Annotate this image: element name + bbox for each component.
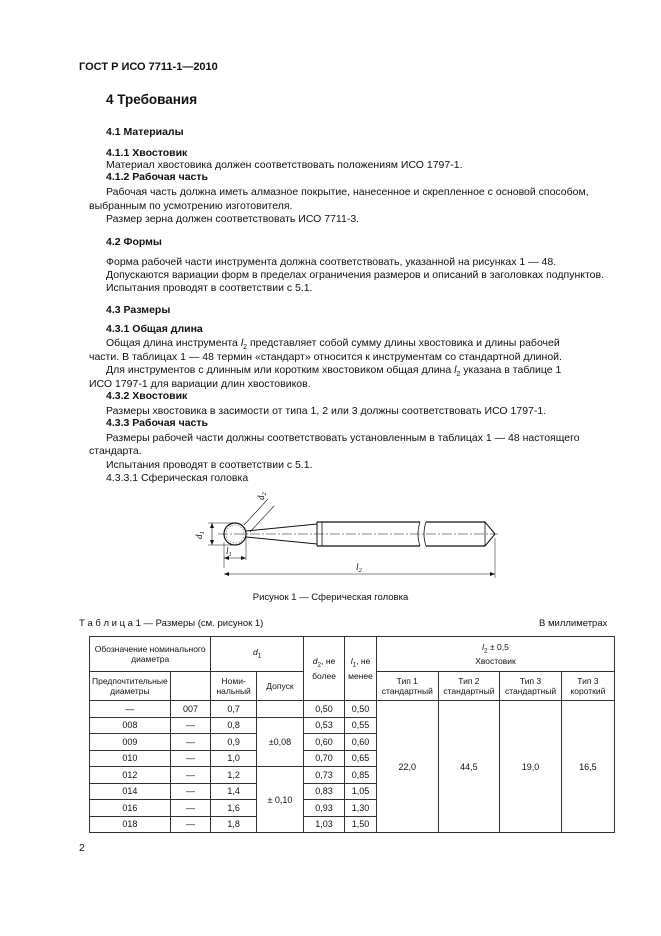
chamfer-top bbox=[485, 522, 495, 534]
document-id: ГОСТ Р ИСО 7711-1—2010 bbox=[79, 61, 218, 73]
cell-d1: 1,4 bbox=[211, 783, 257, 800]
d2-leader-1 bbox=[244, 499, 268, 525]
section-title: 4 Требования bbox=[106, 92, 198, 107]
header-preferred: Предпочтительные диаметры bbox=[90, 672, 171, 701]
cell-d1: 1,0 bbox=[211, 750, 257, 767]
cell-l1: 0,55 bbox=[345, 717, 377, 734]
cell-d2: 0,70 bbox=[303, 750, 344, 767]
cell-other: — bbox=[170, 750, 211, 767]
paragraph-4-3-3-tests: Испытания проводят в соответствии с 5.1. bbox=[106, 459, 313, 471]
cell-other: — bbox=[170, 816, 211, 833]
cell-l1: 1,30 bbox=[345, 800, 377, 817]
cell-d2: 0,73 bbox=[303, 767, 344, 784]
cell-preferred: 014 bbox=[90, 783, 171, 800]
cell-preferred: 012 bbox=[90, 767, 171, 784]
paragraph-4-2-variations: Допускаются вариации форм в пределах ограничения размеров и описаний в заголовках подпунктов. bbox=[106, 269, 604, 281]
cell-d2: 0,93 bbox=[303, 800, 344, 817]
figure-caption: Рисунок 1 — Сферическая головка bbox=[252, 592, 409, 603]
cell-tolerance-1: ±0,08 bbox=[256, 717, 303, 767]
cell-d2: 0,60 bbox=[303, 734, 344, 751]
header-type1: Тип 1 стандартный bbox=[376, 672, 438, 701]
cell-d1: 1,6 bbox=[211, 800, 257, 817]
heading-4-3-3: 4.3.3 Рабочая часть bbox=[106, 417, 208, 429]
heading-4-1-1: 4.1.1 Хвостовик bbox=[106, 147, 188, 159]
table-row bbox=[90, 701, 615, 718]
figure-spherical-head bbox=[180, 482, 500, 582]
paragraph-4-1-1: Материал хвостовика должен соответствовать положениям ИСО 1797-1. bbox=[106, 159, 463, 171]
chamfer-bottom bbox=[485, 534, 495, 546]
cell-d1: 1,2 bbox=[211, 767, 257, 784]
heading-4-1: 4.1 Материалы bbox=[106, 126, 184, 138]
cell-other: 007 bbox=[170, 701, 211, 718]
heading-4-3-3-1: 4.3.3.1 Сферическая головка bbox=[106, 472, 249, 484]
paragraph-4-3-3-line1: Размеры рабочей части должны соответствовать установленным в таблицах 1 — 48 настоящего bbox=[106, 432, 580, 444]
cell-l2-type3-standard: 19,0 bbox=[500, 701, 562, 833]
paragraph-4-3-1-line2: части. В таблицах 1 — 48 термин «стандарт» относится к инструментам со стандартной длиной. bbox=[89, 351, 562, 363]
cell-d2: 1,03 bbox=[303, 816, 344, 833]
break-right bbox=[424, 522, 426, 546]
paragraph-4-2-forms: Форма рабочей части инструмента должна соответствовать, указанной на рисунках 1 — 48. bbox=[106, 256, 557, 268]
cell-d2: 0,83 bbox=[303, 783, 344, 800]
header-other bbox=[170, 672, 211, 701]
header-type3-short: Тип 3 короткий bbox=[561, 672, 614, 701]
cell-preferred: 018 bbox=[90, 816, 171, 833]
heading-4-3-1: 4.3.1 Общая длина bbox=[106, 323, 203, 335]
paragraph-4-1-2-grain: Размер зерна должен соответствовать ИСО 7711-3. bbox=[106, 213, 360, 225]
cell-d1: 0,8 bbox=[211, 717, 257, 734]
table-units: В миллиметрах bbox=[539, 618, 608, 629]
header-d1: $d_1$ bbox=[211, 637, 304, 672]
header-l2: $l_2 \pm 0,5$ Хвостовик bbox=[376, 637, 614, 672]
cell-other: — bbox=[170, 734, 211, 751]
page-number: 2 bbox=[79, 842, 85, 854]
cell-d1: 1,8 bbox=[211, 816, 257, 833]
l2-label: $l_2$ bbox=[356, 562, 362, 574]
cell-other: — bbox=[170, 783, 211, 800]
paragraph-4-3-1-line1: Общая длина инструмента $l_2$ представляет собой сумму длины хвостовика и длины рабочей bbox=[106, 337, 560, 352]
cell-preferred: 010 bbox=[90, 750, 171, 767]
cell-preferred: 016 bbox=[90, 800, 171, 817]
cell-preferred: 008 bbox=[90, 717, 171, 734]
header-tolerance: Допуск bbox=[256, 672, 303, 701]
heading-4-3-2: 4.3.2 Хвостовик bbox=[106, 390, 188, 402]
header-nominal: Номи-нальный bbox=[211, 672, 257, 701]
cell-preferred: 009 bbox=[90, 734, 171, 751]
cell-other: — bbox=[170, 717, 211, 734]
cell-l1: 1,05 bbox=[345, 783, 377, 800]
paragraph-4-3-2: Размеры хвостовика в засимости от типа 1, 2 или 3 должны соответствовать ИСО 1797-1. bbox=[106, 405, 547, 417]
cell-preferred: — bbox=[90, 701, 171, 718]
heading-4-3: 4.3 Размеры bbox=[106, 304, 171, 316]
cell-d2: 0,53 bbox=[303, 717, 344, 734]
cell-other: — bbox=[170, 767, 211, 784]
cell-d2: 0,50 bbox=[303, 701, 344, 718]
cell-d1: 0,7 bbox=[211, 701, 257, 718]
header-type2: Тип 2 стандартный bbox=[438, 672, 500, 701]
paragraph-4-3-1-line4: ИСО 1797-1 для вариации длин хвостовиков. bbox=[89, 378, 311, 390]
paragraph-4-1-2-line2: выбранным по усмотрению изготовителя. bbox=[89, 200, 293, 212]
cell-tolerance-empty bbox=[256, 701, 303, 718]
cell-l2-type1: 22,0 bbox=[376, 701, 438, 833]
header-l1: $l_1$, не менее bbox=[345, 637, 377, 701]
header-type3-standard: Тип 3 стандартный bbox=[500, 672, 562, 701]
cell-l2-type3-short: 16,5 bbox=[561, 701, 614, 833]
cell-l1: 0,50 bbox=[345, 701, 377, 718]
heading-4-2: 4.2 Формы bbox=[106, 236, 162, 248]
neck-bottom-edge bbox=[246, 537, 317, 544]
cell-l1: 1,50 bbox=[345, 816, 377, 833]
paragraph-4-3-3-line2: стандарта. bbox=[89, 445, 142, 457]
d1-label: $d_1$ bbox=[194, 531, 206, 539]
dimensions-table bbox=[89, 636, 615, 833]
header-d2: $d_2$, не более bbox=[303, 637, 344, 701]
cell-tolerance-2: ± 0,10 bbox=[256, 767, 303, 833]
header-nominal-diameter: Обозначение номинального диаметра bbox=[90, 637, 211, 672]
table-caption: Т а б л и ц а 1 — Размеры (см. рисунок 1) bbox=[79, 618, 264, 629]
cell-l1: 0,65 bbox=[345, 750, 377, 767]
d2-label: $d_2$ bbox=[256, 492, 268, 500]
cell-d1: 0,9 bbox=[211, 734, 257, 751]
cell-l1: 0,60 bbox=[345, 734, 377, 751]
cell-l1: 0,85 bbox=[345, 767, 377, 784]
paragraph-4-2-tests: Испытания проводят в соответствии с 5.1. bbox=[106, 282, 313, 294]
paragraph-4-1-2-line1: Рабочая часть должна иметь алмазное покрытие, нанесенное и скрепленное с основой способом, bbox=[106, 186, 589, 198]
heading-4-1-2: 4.1.2 Рабочая часть bbox=[106, 171, 208, 183]
cell-other: — bbox=[170, 800, 211, 817]
l1-label: $l_1$ bbox=[226, 546, 232, 558]
cell-l2-type2: 44,5 bbox=[438, 701, 500, 833]
paragraph-4-3-1-line3: Для инструментов с длинным или коротким хвостовиком общая длина $l_2$ указана в таблице 1 bbox=[106, 364, 562, 379]
